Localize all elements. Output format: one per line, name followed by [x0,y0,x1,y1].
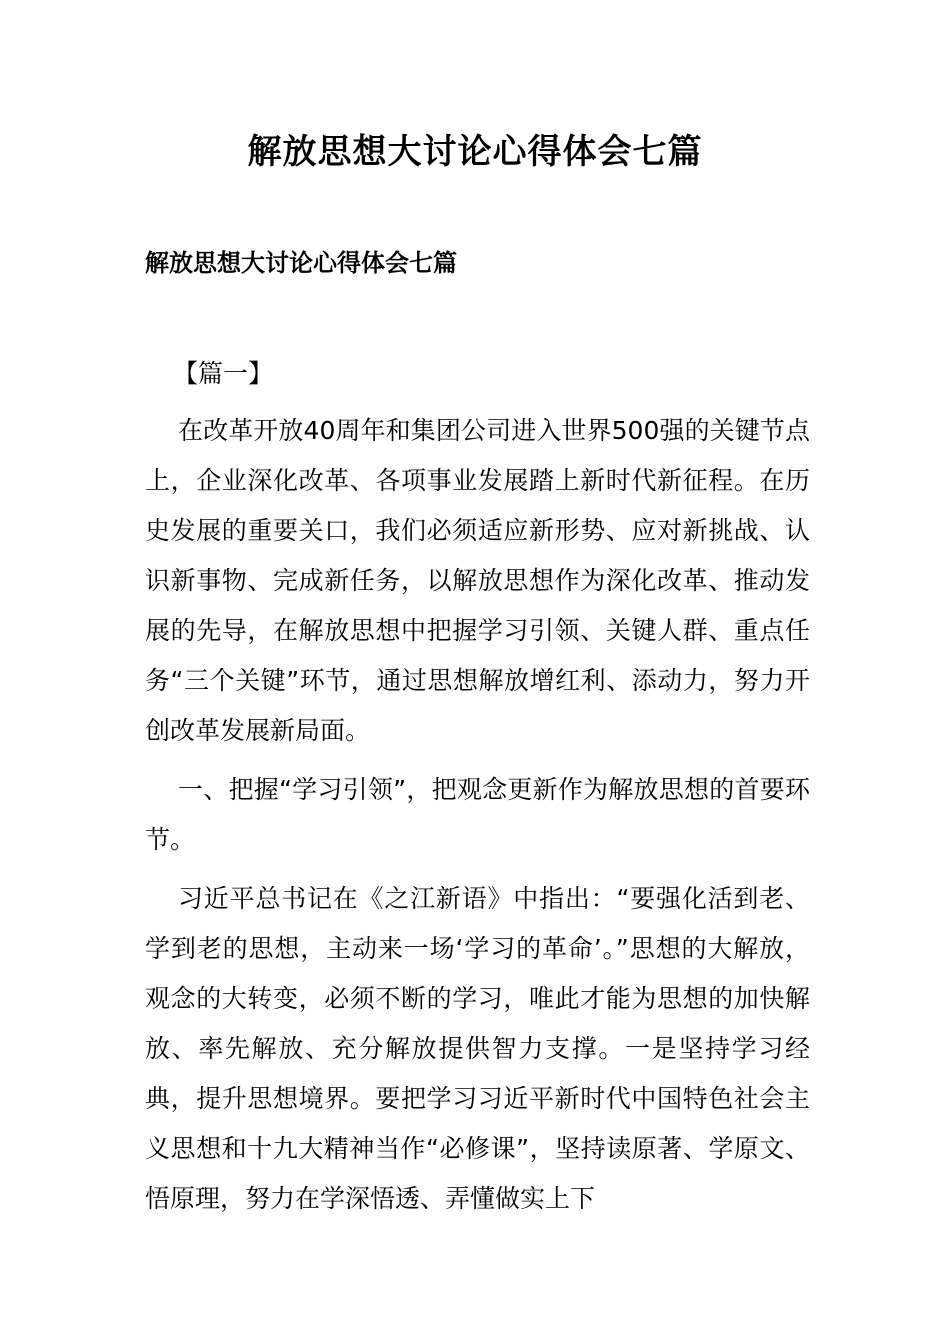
paragraph-study: 习近平总书记在《之江新语》中指出：“要强化活到老、学到老的思想，主动来一场‘学习的革命’。”思想的大解放，观念的大转变，必须不断的学习，唯此才能为思想的加快解放、率先解放、充分解放提供智力支撑。一是坚持学习经典，提升思想境界。要把学习习近平新时代中国特色社会主义思想和十九大精神当作“必修课”，坚持读原著、学原文、悟原理，努力在学深悟透、弄懂做实上下 [145,884,810,1213]
paragraph-heading-one: 一、把握“学习引领”，把观念更新作为解放思想的首要环节。 [145,775,810,854]
document-title: 解放思想大讨论心得体会七篇 [247,132,703,172]
section-label: 【篇一】 [173,359,274,388]
paragraph-intro: 在改革开放40周年和集团公司进入世界500强的关键节点上，企业深化改革、各项事业发展踏上新时代新征程。在历史发展的重要关口，我们必须适应新形势、应对新挑战、认识新事物、完成新任务，以解放思想作为深化改革、推动发展的先导，在解放思想中把握学习引领、关键人群、重点任务“三个关键”环节，通过思想解放增红利、添动力，努力开创改革发展新局面。 [145,416,810,745]
document-body [145,354,810,1233]
document-subtitle: 解放思想大讨论心得体会七篇 [145,249,457,277]
